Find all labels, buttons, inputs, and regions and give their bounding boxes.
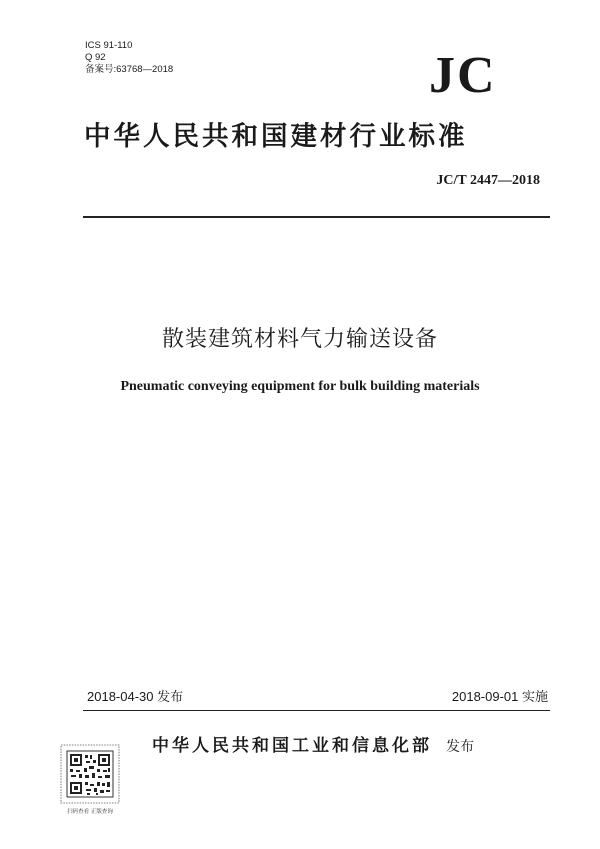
standard-mark: JC bbox=[429, 47, 497, 104]
publish-label: 发布 bbox=[446, 739, 474, 755]
record-number: 备案号:63768—2018 bbox=[85, 64, 174, 75]
organization-title: 中华人民共和国建材行业标准 bbox=[84, 121, 468, 152]
document-title-english: Pneumatic conveying equipment for bulk building materials bbox=[120, 379, 480, 394]
bottom-divider bbox=[83, 710, 550, 711]
publisher-line bbox=[152, 735, 474, 758]
standard-number: JC/T 2447—2018 bbox=[436, 173, 540, 188]
document-title-chinese: 散装建筑材料气力输送设备 bbox=[161, 327, 438, 352]
classification-code: Q 92 bbox=[85, 52, 106, 63]
top-divider bbox=[83, 216, 550, 218]
publisher-name: 中华人民共和国工业和信息化部 bbox=[152, 736, 432, 756]
implementation-date: 2018-09-01 实施 bbox=[451, 689, 548, 704]
ics-code: ICS 91-110 bbox=[85, 40, 133, 51]
issue-date: 2018-04-30 发布 bbox=[87, 689, 184, 704]
qr-code-icon[interactable] bbox=[57, 742, 123, 824]
stamp-caption: 扫码查看 正版查询 bbox=[67, 809, 113, 815]
